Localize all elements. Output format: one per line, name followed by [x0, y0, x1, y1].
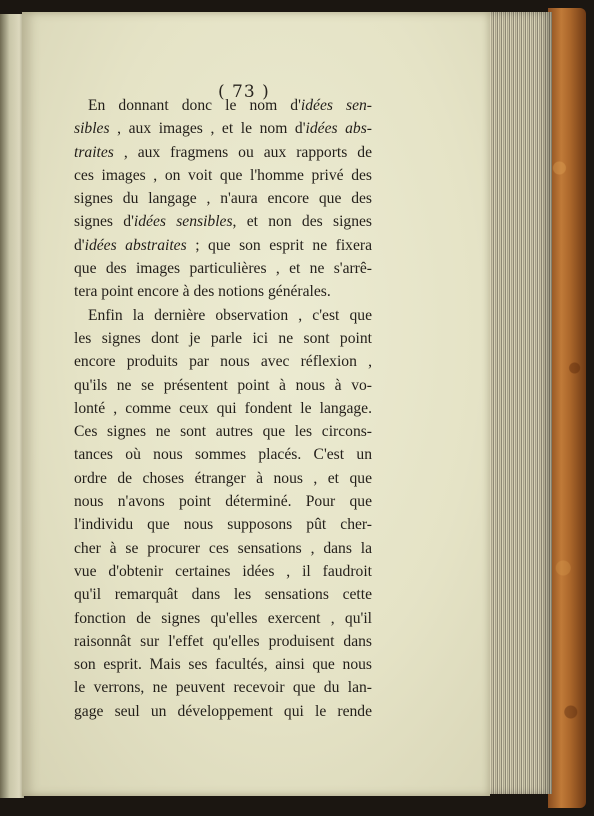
text-line: tera point encore à des notions générales. [74, 283, 331, 301]
text-line: tances où nous sommes placés. C'est un [74, 446, 372, 464]
text-line: signes d'idées sensibles, et non des signes [74, 213, 372, 231]
text-line: nous n'avons point déterminé. Pour que [74, 493, 372, 511]
text-line: qu'il remarquât dans les sensations cette [74, 586, 372, 604]
body-text [74, 94, 372, 723]
leather-binding [548, 8, 586, 808]
paragraph-2 [74, 304, 372, 723]
text-line: gage seul un développement qui le rende [74, 702, 372, 720]
text-line: signes du langage , n'aura encore que des [74, 190, 372, 208]
paragraph-1 [74, 94, 372, 304]
facing-page-edge [0, 14, 24, 798]
text-line: fonction de signes qu'elles exercent , qu'il [74, 609, 372, 627]
page-number: ( 73 ) [218, 82, 270, 102]
text-line: le verrons, ne peuvent recevoir que du lan- [74, 679, 372, 697]
text-line: ces images , on voit que l'homme privé des [74, 166, 372, 184]
text-line: que des images particulières , et ne s'arrê- [74, 260, 372, 278]
text-line: Ces signes ne sont autres que les circons- [74, 423, 372, 441]
text-line: vue d'obtenir certaines idées , il faudroit [74, 562, 372, 580]
text-line: encore produits par nous avec réflexion , [74, 353, 372, 371]
text-line: Enfin la dernière observation , c'est que [88, 306, 372, 324]
text-line: d'idées abstraites ; que son esprit ne fixera [74, 236, 372, 254]
text-line: sibles , aux images , et le nom d'idées abs- [74, 120, 372, 138]
page-edges [486, 12, 552, 794]
text-line: ordre de choses étranger à nous , et que [74, 469, 372, 487]
text-line: son esprit. Mais ses facultés, ainsi que nous [74, 656, 372, 674]
text-line: raisonnât sur l'effet qu'elles produisent dans [74, 632, 372, 650]
text-line: les signes dont je parle ici ne sont point [74, 329, 372, 347]
text-line: lonté , comme ceux qui fondent le langage. [74, 399, 372, 417]
text-line: traites , aux fragmens ou aux rapports de [74, 143, 372, 161]
text-line: qu'ils ne se présentent point à nous à vo- [74, 376, 372, 394]
text-line: cher à se procurer ces sensations , dans la [74, 539, 372, 557]
text-line: l'individu que nous supposons pût cher- [74, 516, 372, 534]
text-line: En donnant donc le nom d'idées sen- [88, 97, 372, 114]
